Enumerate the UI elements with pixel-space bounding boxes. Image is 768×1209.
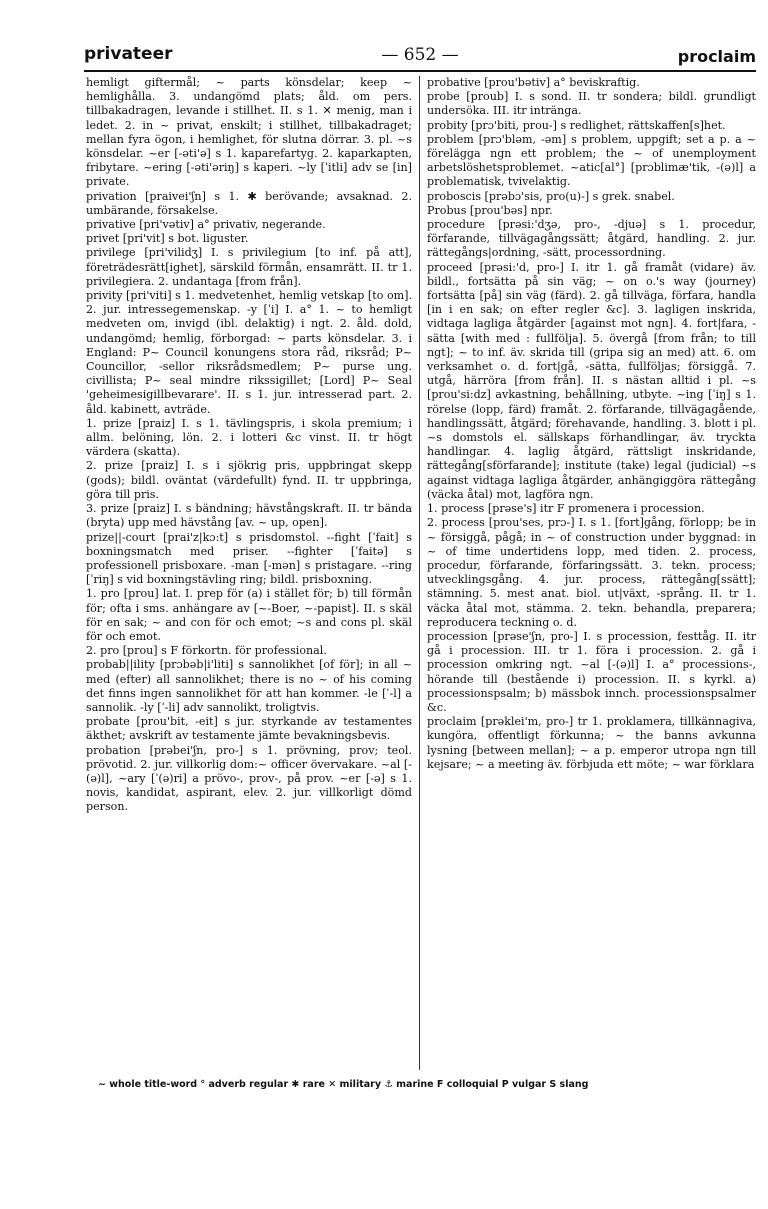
dictionary-entry: 3. prize [praiz] I. s bändning; hävstångskraft. II. tr bända (bryta) upp med hävstång [av. ~ up, open].: [86, 502, 412, 530]
dictionary-entry: probe [proub] I. s sond. II. tr sondera; bildl. grundligt undersöka. III. itr intränga.: [427, 90, 756, 118]
dictionary-entry: hemligt giftermål; ~ parts könsdelar; keep ~ hemlighålla. 3. undangömd plats; åld. om pers. tillbakadragen, levande i stillhet. II. s 1. ✕ menig, man i ledet. 2. in ~ privat, enskilt; i stillhet, tillbakadraget; mellan fyra ögon, i hemlighet, för slutna dörrar. 3. pl. ~s könsdelar. ~er [-əti'ə] s 1. kaparefartyg. 2. kaparkapten, fribytare. ~ering [-əti'əriŋ] s kaperi. ~ly [ˈitli] adv se [in] private.: [86, 76, 412, 189]
dictionary-entry: privity [pri'viti] s 1. medvetenhet, hemlig vetskap [to om]. 2. jur. intressegemenskap. -y [ˈi] I. a° 1. ~ to hemligt medveten om, invigd (ibl. delaktig) i ngt. 2. åld. dold, undangömd; hemlig, förborgad: ~ parts könsdelar. 3. i England: P~ Council konungens stora råd, riksråd; P~ Councillor, -sellor riksrådsmedlem; P~ purse ung. civillista; P~ seal mindre rikssigillet; [Lord] P~ Seal 'geheimesigillbevarare'. II. s 1. jur. intresserad part. 2. åld. kabinett, avträde.: [86, 289, 412, 416]
dictionary-entry: probity [prɔ'biti, prou-] s redlighet, rättskaffen[s]het.: [427, 118, 726, 132]
dictionary-entry: privation [praivei'ʃn] s 1. ✱ berövande; avsaknad. 2. umbärande, försakelse.: [86, 189, 412, 217]
left-column: [86, 76, 412, 1074]
dictionary-entry: proboscis [prəbɔ'sis, pro(u)-] s grek. snabel.: [427, 189, 675, 203]
right-guide-word: proclaim: [677, 47, 756, 66]
dictionary-entry: privet [pri'vit] s bot. liguster.: [86, 232, 249, 246]
dictionary-entry: procession [prəse'ʃn, pro-] I. s procession, festtåg. II. itr gå i procession. III. tr 1. föra i procession. 2. gå i procession omkring ngt. ~al [-(ə)l] I. a° processions-, hörande till (bestående i) procession. II. s kyrkl. a) processionspsalm; b) mässbok innch. processionspsalmer &c.: [427, 629, 756, 714]
dictionary-entry: problem [prɔ'bləm, -əm] s problem, uppgift; set a p. a ~ förelägga ngn ett problem; the ~ of unemployment arbetslöshetsproblemet. ~atic[al°] [prɔblimæ'tik, -(ə)l] a problematisk, tvivelaktig.: [427, 132, 756, 189]
dictionary-entry: privative [pri'vətiv] a° privativ, negerande.: [86, 218, 326, 232]
dictionary-entry: prize||-court [prai'z|kɔ:t] s prisdomstol. --fight [ˈfait] s boxningsmatch med priser. --fighter [ˈfaitə] s professionell prisboxare. -man [-mən] s pristagare. --ring [ˈriŋ] s vid boxningstävling ring; bildl. prisboxning.: [86, 530, 412, 587]
left-guide-word: privateer: [84, 44, 173, 64]
dictionary-entry: privilege [pri'vilidʒ] I. s privilegium [to inf. på att], företrädesrätt[ighet], särskild förmån, ensamrätt. II. tr 1. privilegiera. 2. undantaga [from från].: [86, 246, 412, 288]
dictionary-entry: proceed [prəsi:'d, pro-] I. itr 1. gå framåt (vidare) äv. bildl., fortsätta på sin väg; ~ on o.'s way (journey) fortsätta [på] sin väg (färd). 2. gå tillväga, förfara, handla [in i en sak; on efter regler &c]. 3. lagligen inskrida, vidtaga lagliga åtgärder [against mot ngn]. 4. fort|fara, -sätta [with med : fullfölja]. 5. övergå [from från; to till ngt]; ~ to inf. äv. skrida till (gripa sig an med) att. 6. om verksamhet o. d. fort|gå, -sätta, fullföljas; försiggå. 7. utgå, härröra [from från]. II. s nästan alltid i pl. ~s [prou'si:dz] avkastning, behållning, utbyte. ~ing [ˈiŋ] s 1. rörelse (lopp, färd) framåt. 2. förfarande, tillvägagående, handlingssätt, åtgärd; förehavande, handling. 3. blott i pl. ~s domstols el. sällskaps förhandlingar, äv. tryckta handlingar. 4. laglig åtgärd, rättsligt inskridande, rättegång[sförfarande]; institute (take) legal (judicial) ~s against vidtaga lagliga åtgärder, anhängiggöra rättegång (väcka åtal) mot, lagföra ngn.: [427, 260, 756, 501]
abbreviation-key: ~ whole title-word ° adverb regular ✱ rare ✕ military ⚓ marine F colloquial P vulgar S slang: [98, 1079, 589, 1090]
dictionary-entry: procedure [prəsi:'dʒə, pro-, -djuə] s 1. procedur, förfarande, tillvägagångssätt; åtgärd, handling. 2. jur. rättegångs|ordning, -sätt, processordning.: [427, 218, 756, 260]
dictionary-entry: Probus [prou'bəs] npr.: [427, 203, 553, 217]
dictionary-entry: probative [prou'bətiv] a° beviskraftig.: [427, 76, 640, 89]
dictionary-entry: probation [prəbei'ʃn, pro-] s 1. prövning, prov; teol. prövotid. 2. jur. villkorlig dom:~ officer övervakare. ~al [-(ə)l], ~ary [ˈ(ə)ri] a prövo-, prov-, på prov. ~er [-ə] s 1. novis, kandidat, aspirant, elev. 2. jur. villkorligt dömd person.: [86, 743, 412, 814]
dictionary-entry: 2. process [prou'ses, prɔ-] I. s 1. [fort]gång, förlopp; be in ~ försiggå, pågå; in ~ of construction under byggnad: in ~ of time undertidens lopp, med tiden. 2. process, procedur, förfarande, förfaringssätt. 3. tekn. process; utvecklingsgång. 4. jur. process, rättegång[ssätt]; stämning. 5. mest anat. biol. ut|växt, -språng. II. tr 1. väcka åtal mot, stämma. 2. tekn. behandla, preparera; reproducera teckning o. d.: [427, 516, 756, 629]
column-separator: [419, 76, 420, 1070]
dictionary-entry: proclaim [prəklei'm, pro-] tr 1. proklamera, tillkännagiva, kungöra, offentligt förkunna; ~ the banns avkunna lysning [between mellan]; ~ a p. emperor utropa ngn till kejsare; ~ a meeting äv. förbjuda ett möte; ~ war förklara: [427, 715, 756, 771]
dictionary-entry: 1. prize [praiz] I. s 1. tävlingspris, i skola premium; i allm. belöning, lön. 2. i lotteri &c vinst. II. tr högt värdera (skatta).: [86, 416, 412, 459]
right-column: [427, 76, 756, 1074]
header-rule: [84, 70, 756, 72]
dictionary-entry: probate [prou'bit, -eit] s jur. styrkande av testamentes äkthet; avskrift av testamente jämte bevakningsbevis.: [86, 715, 412, 743]
dictionary-entry: 2. pro [prou] s F förkortn. för professional.: [86, 644, 327, 658]
page-number: — 652 —: [381, 45, 459, 65]
dictionary-entry: 1. pro [prou] lat. I. prep för (a) i stället för; b) till förmån för; ofta i sms. anhängare av [~-Boer, ~-papist]. II. s skäl för en sak; ~ and con för och emot; ~s and cons pl. skäl för och emot.: [86, 587, 412, 643]
dictionary-entry: 2. prize [praiz] I. s i sjökrig pris, uppbringat skepp (gods); bildl. oväntat (värdefullt) fynd. II. tr uppbringa, göra till pris.: [86, 459, 412, 501]
dictionary-entry: 1. process [prəse's] itr F promenera i procession.: [427, 502, 705, 516]
dictionary-entry: probab||ility [prɔbəb|i'liti] s sannolikhet [of för]; in all ~ med (efter) all sannolikhet; there is no ~ of his coming det finns ingen sannolikhet för att han kommer. -le [ˈ-l] a sannolik. -ly [ˈ-li] adv sannolikt, troligtvis.: [86, 658, 412, 714]
